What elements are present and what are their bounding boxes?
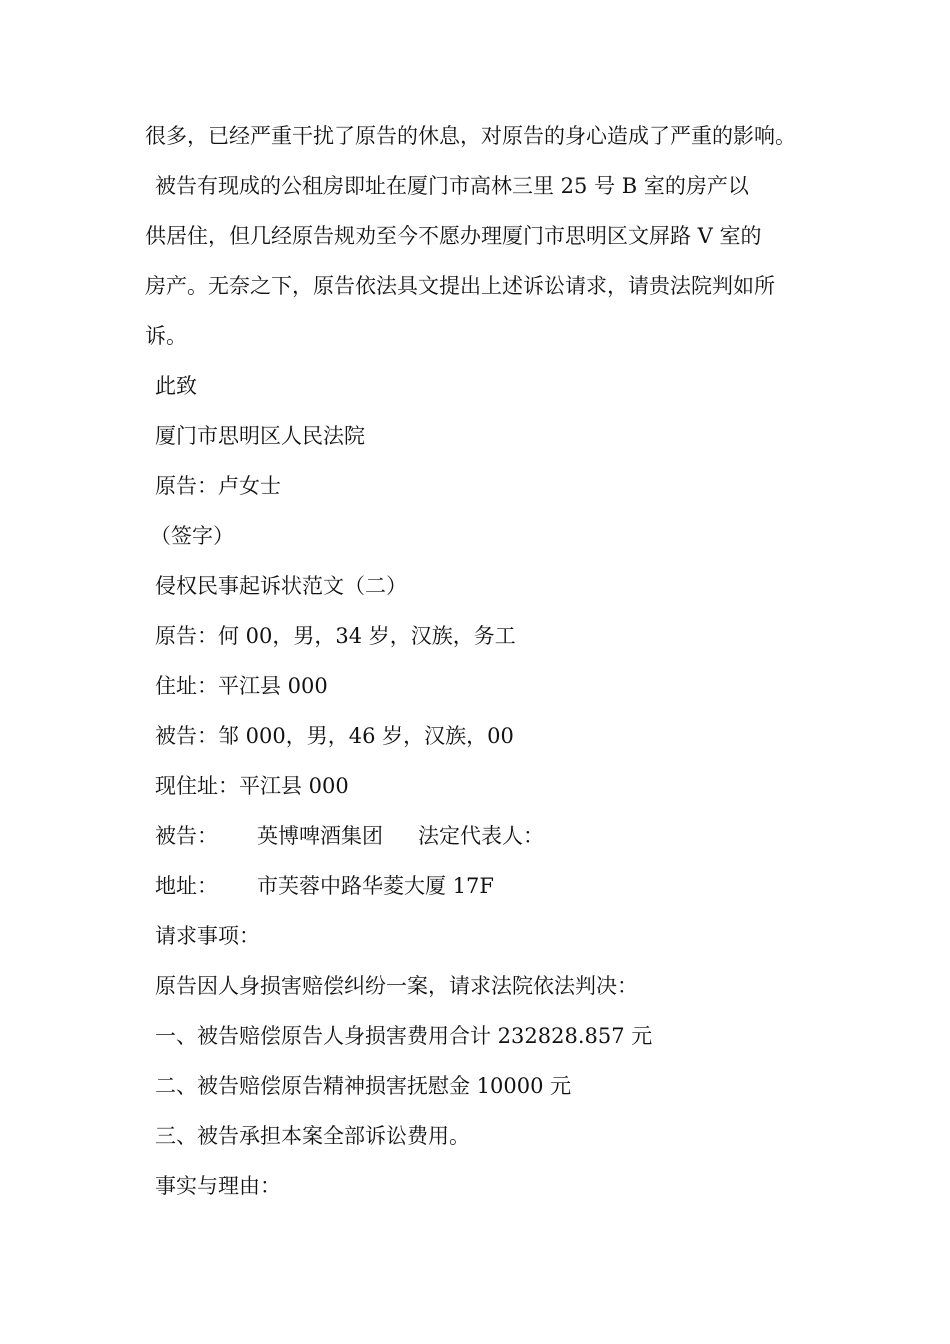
claim-item: 三、被告承担本案全部诉讼费用。	[155, 1124, 470, 1148]
signature-note: （签字）	[150, 524, 234, 548]
paragraph-text: 房产。无奈之下，原告依法具文提出上述诉讼请求，请贵法院判如所	[145, 274, 775, 298]
defendant-info: 被告：邹 000，男，46 岁，汉族，00	[155, 724, 514, 748]
defendant-label: 被告：	[155, 824, 218, 848]
section-title: 侵权民事起诉状范文（二）	[155, 574, 407, 598]
paragraph-text: 很多，已经严重干扰了原告的休息，对原告的身心造成了严重的影响。	[145, 124, 796, 148]
paragraph-text: 诉。	[145, 324, 187, 348]
facts-title: 事实与理由：	[155, 1174, 281, 1198]
defendant-company-line	[155, 821, 825, 851]
paragraph-text: 被告有现成的公租房即址在厦门市高林三里 25 号 B 室的房产以	[155, 174, 749, 198]
plaintiff-address: 住址：平江县 000	[155, 674, 328, 698]
defendant-address: 现住址：平江县 000	[155, 774, 349, 798]
legal-representative-label: 法定代表人：	[418, 824, 544, 848]
claim-item: 二、被告赔偿原告精神损害抚慰金 10000 元	[155, 1074, 572, 1098]
defendant-company: 英博啤酒集团	[257, 824, 383, 848]
paragraph-text: 供居住，但几经原告规劝至今不愿办理厦门市思明区文屏路 V 室的	[145, 224, 762, 248]
claim-item: 一、被告赔偿原告人身损害费用合计 232828.857 元	[155, 1024, 653, 1048]
plaintiff-signoff: 原告：卢女士	[155, 474, 281, 498]
address-label: 地址：	[155, 874, 218, 898]
company-address-line	[155, 871, 825, 901]
plaintiff-info: 原告：何 00，男，34 岁，汉族，务工	[155, 624, 516, 648]
claims-intro: 原告因人身损害赔偿纠纷一案，请求法院依法判决：	[155, 974, 638, 998]
address-value: 市芙蓉中路华菱大厦 17F	[257, 874, 494, 898]
salutation: 此致	[155, 374, 197, 398]
claims-title: 请求事项：	[155, 924, 260, 948]
court-name: 厦门市思明区人民法院	[155, 424, 365, 448]
